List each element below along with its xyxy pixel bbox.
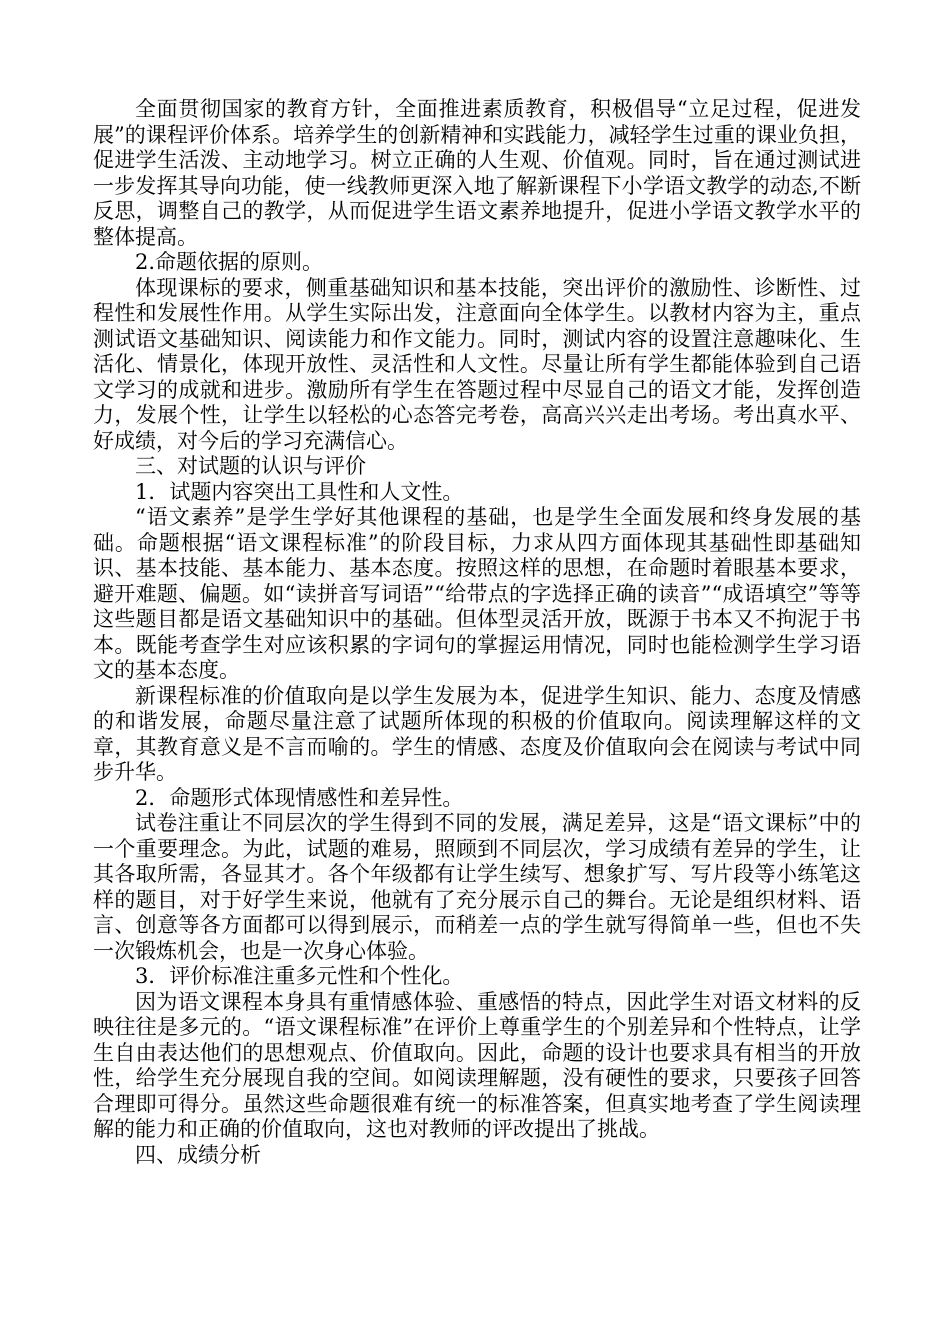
subheading-standards: 3．评价标准注重多元性和个性化。	[135, 964, 464, 988]
subheading-content: 1．试题内容突出工具性和人文性。	[135, 479, 464, 504]
paragraph-diversity: 因为语文课程本身具有重情感体验、重感悟的特点，因此学生对语文材料的反映往往是多元的。“语文课程标准”在评价上尊重学生的个别差异和个性特点，让学生自由表达他们的思想观点、价值取向。因此，命题的设计也要求具有相当的开放性，给学生充分展现自我的空间。如阅读理解题，没有硬性的要求，只要孩子回答合理即可得分。虽然这些命题很难有统一的标准答案，但真实地考查了学生阅读理解的能力和正确的价值取向，这也对教师的评改提出了挑战。	[93, 989, 861, 1141]
paragraph-principles: 体现课标的要求，侧重基础知识和基本技能，突出评价的激励性、诊断性、过程性和发展性作用。从学生实际出发，注意面向全体学生。以教材内容为主，重点测试语文基础知识、阅读能力和作文能力。同时，测试内容的设置注意趣味化、生活化、情景化，体现开放性、灵活性和人文性。尽量让所有学生都能体验到自己语文学习的成就和进步。激励所有学生在答题过程中尽显自己的语文才能，发挥创造力，发展个性，让学生以轻松的心态答完考卷，高高兴兴走出考场。考出真水平、好成绩，对今后的学习充满信心。	[93, 275, 861, 453]
paragraph-differences: 试卷注重让不同层次的学生得到不同的发展，满足差异，这是“语文课标”中的一个重要理念。为此，试题的难易，照顾到不同层次，学习成绩有差异的学生，让其各取所需，各显其才。各个年级都有让学生续写、想象扩写、写片段等小练笔这样的题目，对于好学生来说，他就有了充分展示自己的舞台。无论是组织材料、语言、创意等各方面都可以得到展示，而稍差一点的学生就写得简单一些，但也不失一次锻炼机会，也是一次身心体验。	[93, 811, 861, 963]
section-heading-evaluation: 三、对试题的认识与评价	[135, 454, 366, 478]
heading-principles: 2.命题依据的原则。	[135, 250, 324, 274]
subheading-form: 2．命题形式体现情感性和差异性。	[135, 785, 464, 810]
paragraph-literacy: “语文素养”是学生学好其他课程的基础，也是学生全面发展和终身发展的基础。命题根据“语文课程标准”的阶段目标，力求从四方面体现其基础性即基础知识、基本技能、基本能力、基本态度。按照这样的思想，在命题时着眼基本要求，避开难题、偏题。如“读拼音写词语”“给带点的字选择正确的读音”“成语填空”等等这些题目都是语文基础知识中的基础。但体型灵活开放，既源于书本又不拘泥于书本。既能考查学生对应该积累的字词句的掌握运用情况，同时也能检测学生学习语文的基本态度。	[93, 505, 861, 682]
paragraph-purpose: 全面贯彻国家的教育方针，全面推进素质教育，积极倡导“立足过程，促进发展”的课程评价体系。培养学生的创新精神和实践能力，减轻学生过重的课业负担，促进学生活泼、主动地学习。树立正确的人生观、价值观。同时，旨在通过测试进一步发挥其导向功能，使一线教师更深入地了解新课程下小学语文教学的动态,不断反思，调整自己的教学，从而促进学生语文素养地提升，促进小学语文教学水平的整体提高。	[93, 97, 861, 249]
section-heading-scores: 四、成绩分析	[135, 1142, 261, 1167]
paragraph-value-orientation: 新课程标准的价值取向是以学生发展为本，促进学生知识、能力、态度及情感的和谐发展，命题尽量注意了试题所体现的积极的价值取向。阅读理解这样的文章，其教育意义是不言而喻的。学生的情感、态度及价值取向会在阅读与考试中同步升华。	[93, 683, 861, 784]
document-body	[93, 97, 861, 1168]
